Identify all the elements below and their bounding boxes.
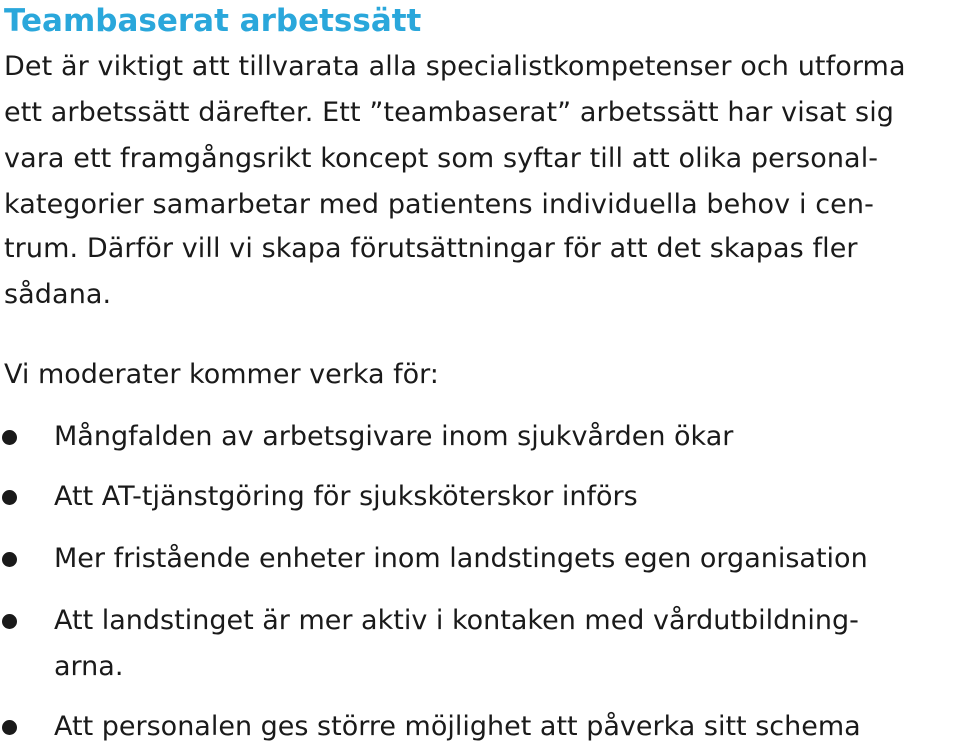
list-item — [0, 414, 960, 460]
paragraph-line: Det är viktigt att tillvarata alla specialistkompetenser och utforma — [4, 51, 906, 82]
list-item — [0, 598, 960, 644]
list-item — [0, 704, 960, 750]
paragraph-line: ett arbetssätt därefter. Ett ”teambaserat” arbetssätt har visat sig — [4, 97, 895, 128]
paragraph-line: sådana. — [4, 279, 112, 310]
bullet-icon — [2, 490, 17, 505]
list-item-text: Mångfalden av arbetsgivare inom sjukvården ökar — [54, 421, 734, 452]
bullet-icon — [2, 614, 17, 629]
list-intro: Vi moderater kommer verka för: — [4, 359, 439, 390]
section-heading: Teambaserat arbetssätt — [4, 3, 422, 39]
list-item — [0, 536, 960, 582]
list-item-text: arna. — [54, 651, 124, 682]
list-item-text: Mer fristående enheter inom landstingets egen organisation — [54, 543, 868, 574]
paragraph-line: vara ett framgångsrikt koncept som syftar till att olika personal- — [4, 143, 879, 174]
bullet-icon — [2, 552, 17, 567]
list-item-text: Att personalen ges större möjlighet att påverka sitt schema — [54, 711, 861, 742]
list-item — [0, 474, 960, 520]
bullet-icon — [2, 720, 17, 735]
paragraph-line: kategorier samarbetar med patientens individuella behov i cen- — [4, 189, 874, 220]
list-item-text: Att landstinget är mer aktiv i kontaken med vårdutbildning- — [54, 605, 859, 636]
list-item-continuation — [0, 644, 960, 690]
paragraph-line: trum. Därför vill vi skapa förutsättningar för att det skapas fler — [4, 233, 858, 264]
bullet-icon — [2, 430, 17, 445]
list-item-text: Att AT-tjänstgöring för sjuksköterskor införs — [54, 481, 638, 512]
